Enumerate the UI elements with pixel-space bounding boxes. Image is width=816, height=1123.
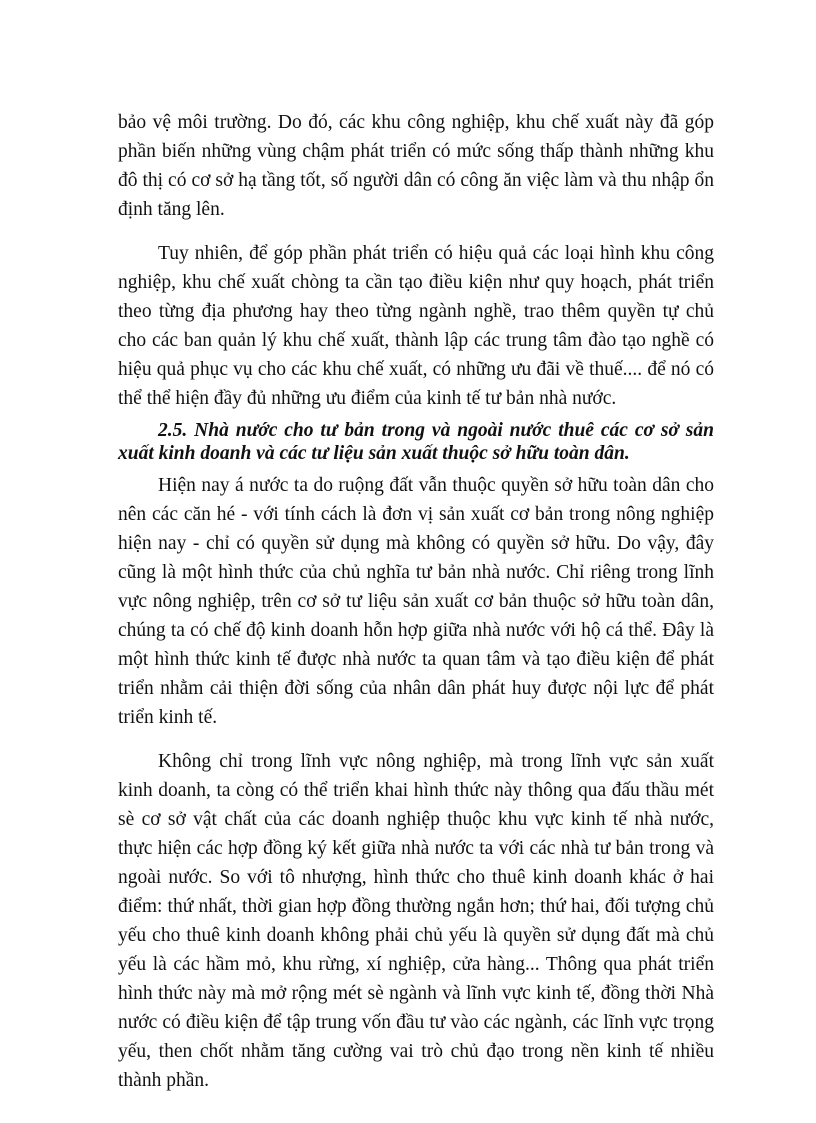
paragraph-gap: [118, 732, 714, 747]
section-heading: 2.5. Nhà nước cho tư bản trong và ngoài nước thuê các cơ sở sản xuất kinh doanh và các tư liệu sản xuất thuộc sở hữu toàn dân.: [118, 420, 714, 464]
paragraph-agriculture: Hiện nay á nước ta do ruộng đất vẫn thuộc quyền sở hữu toàn dân cho nên các căn hé - với tính cách là đơn vị sản xuất cơ bản trong nông nghiệp hiện nay - chỉ có quyền sử dụng mà không có quyền sở hữu. Do vậy, đây cũng là một hình thức của chủ nghĩa tư bản nhà nước. Chỉ riêng trong lĩnh vực nông nghiệp, trên cơ sở tư liệu sản xuất cơ bản thuộc sở hữu toàn dân, chúng ta có chế độ kinh doanh hỗn hợp giữa nhà nước với hộ cá thể. Đây là một hình thức kinh tế được nhà nước ta quan tâm và tạo điều kiện để phát triển nhằm cải thiện đời sống của nhân dân phát huy được nội lực để phát triển kinh tế.: [118, 475, 714, 728]
paragraph-industrial-zones: Tuy nhiên, để góp phần phát triển có hiệu quả các loại hình khu công nghiệp, khu chế xuất chòng ta cần tạo điều kiện như quy hoạch, phát triển theo từng địa phương hay theo từng ngành nghề, trao thêm quyền tự chủ cho các ban quản lý khu chế xuất, thành lập các trung tâm đào tạo nghề có hiệu quả phục vụ cho các khu chế xuất, có những ưu đãi về thuế.... để nó có thể thể hiện đầy đủ những ưu điểm của kinh tế tư bản nhà nước.: [118, 243, 714, 409]
paragraph-continuation: bảo vệ môi trường. Do đó, các khu công nghiệp, khu chế xuất này đã góp phần biến những vùng chậm phát triển có mức sống thấp thành những khu đô thị có cơ sở hạ tầng tốt, số người dân có công ăn việc làm và thu nhập ổn định tăng lên.: [118, 112, 714, 220]
paragraph-business-leasing: Không chỉ trong lĩnh vực nông nghiệp, mà trong lĩnh vực sản xuất kinh doanh, ta còng có thể triển khai hình thức này thông qua đấu thầu mét sè cơ sở vật chất của các doanh nghiệp thuộc khu vực kinh tế nhà nước, thực hiện các hợp đồng ký kết giữa nhà nước ta với các nhà tư bản trong và ngoài nước. So với tô nhượng, hình thức cho thuê kinh doanh khác ở hai điểm: thứ nhất, thời gian hợp đồng thường ngắn hơn; thứ hai, đối tượng chủ yếu cho thuê kinh doanh không phải chủ yếu là quyền sử dụng đất mà chủ yếu là các hầm mỏ, khu rừng, xí nghiệp, cửa hàng... Thông qua phát triển hình thức này mà mở rộng mét sè ngành và lĩnh vực kinh tế, đồng thời Nhà nước có điều kiện để tập trung vốn đầu tư vào các ngành, các lĩnh vực trọng yếu, then chốt nhằm tăng cường vai trò chủ đạo trong nền kinh tế nhiều thành phần.: [118, 751, 714, 1091]
paragraph-gap: [118, 224, 714, 239]
